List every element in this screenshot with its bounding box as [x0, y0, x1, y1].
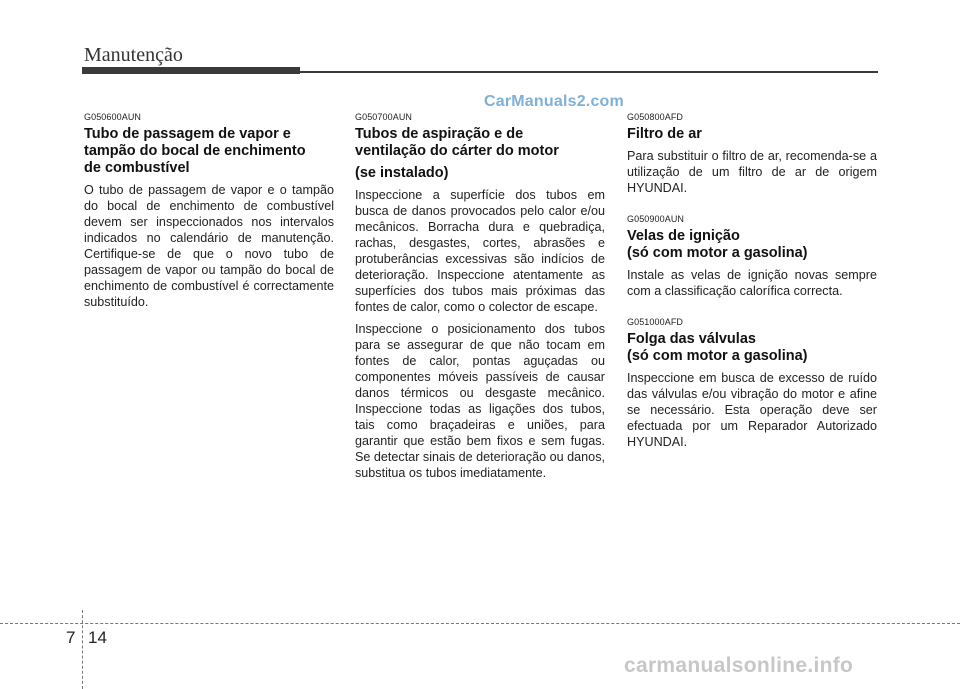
heading-line: Tubos de aspiração e de — [355, 126, 524, 142]
heading-line: tampão do bocal de enchimento — [84, 143, 306, 159]
header-rule-thick — [82, 67, 300, 74]
header-rule-thin — [300, 71, 878, 73]
section-title: Manutenção — [84, 44, 183, 66]
body-paragraph: Inspeccione em busca de excesso de ruído das válvulas e/ou vibração do motor e afine se necessário. Esta operação deve ser efectuada por um Reparador Autorizado HYUNDAI. — [627, 371, 877, 449]
heading-line: Velas de ignição — [627, 228, 740, 244]
body-paragraph: Inspeccione a superfície dos tubos em busca de danos provocados pelo calor e/ou mecânicos. Borracha dura e quebradiça, rachas, desgastes, cortes, abrasões e protuberâncias excessivas são indícios de deterioração. Inspeccione atentamente as superfícies dos tubos mais próximas das fontes de calor, como o colector de escape. — [355, 188, 605, 314]
page-number: 14 — [88, 628, 107, 647]
section-heading — [627, 228, 877, 262]
section-subheading: (se instalado) — [355, 165, 449, 181]
section-code: G050700AUN — [355, 112, 413, 122]
section-code: G050800AFD — [627, 112, 684, 122]
watermark-top: CarManuals2.com — [484, 93, 624, 110]
heading-line: (só com motor a gasolina) — [627, 245, 808, 261]
body-paragraph: Para substituir o filtro de ar, recomenda-se a utilização de um filtro de ar de origem HYUNDAI. — [627, 149, 877, 195]
footer-rule — [0, 623, 960, 624]
chapter-number: 7 — [66, 628, 76, 647]
heading-line: ventilação do cárter do motor — [355, 143, 559, 159]
body-paragraph: Inspeccione o posicionamento dos tubos para se assegurar de que não tocam em fontes de calor, pontas aguçadas ou componentes móveis passíveis de causar danos térmicos ou desgaste mecânico. Inspeccione todas as ligações dos tubos, tais como braçadeiras e uniões, para garantir que estão bem fixos e sem fugas. Se detectar sinais de deterioração ou danos, substitua os tubos imediatamente. — [355, 322, 605, 480]
heading-line: Folga das válvulas — [627, 331, 756, 347]
section-heading — [84, 126, 334, 177]
column-1 — [84, 112, 334, 316]
section-heading — [627, 331, 877, 365]
section-heading — [355, 126, 605, 160]
body-paragraph: Instale as velas de ignição novas sempre com a classificação calorífica correcta. — [627, 268, 877, 298]
watermark-bottom: carmanualsonline.info — [624, 654, 854, 677]
heading-line: Filtro de ar — [627, 126, 702, 142]
heading-line: de combustível — [84, 160, 190, 176]
section-code: G050600AUN — [84, 112, 142, 122]
column-2 — [355, 112, 605, 487]
section-code: G051000AFD — [627, 317, 684, 327]
heading-line: Tubo de passagem de vapor e — [84, 126, 291, 142]
section-heading — [627, 126, 877, 143]
heading-line: (só com motor a gasolina) — [627, 348, 808, 364]
footer-divider — [82, 610, 83, 689]
column-3 — [627, 112, 877, 456]
body-paragraph: O tubo de passagem de vapor e o tampão do bocal de enchimento de combustível devem ser inspeccionados nos intervalos indicados no calendário de manutenção. Certifique-se de que o novo tubo de passagem de vapor ou tampão do bocal de enchimento de combustível é correctamente substituído. — [84, 183, 334, 309]
section-code: G050900AUN — [627, 214, 685, 224]
